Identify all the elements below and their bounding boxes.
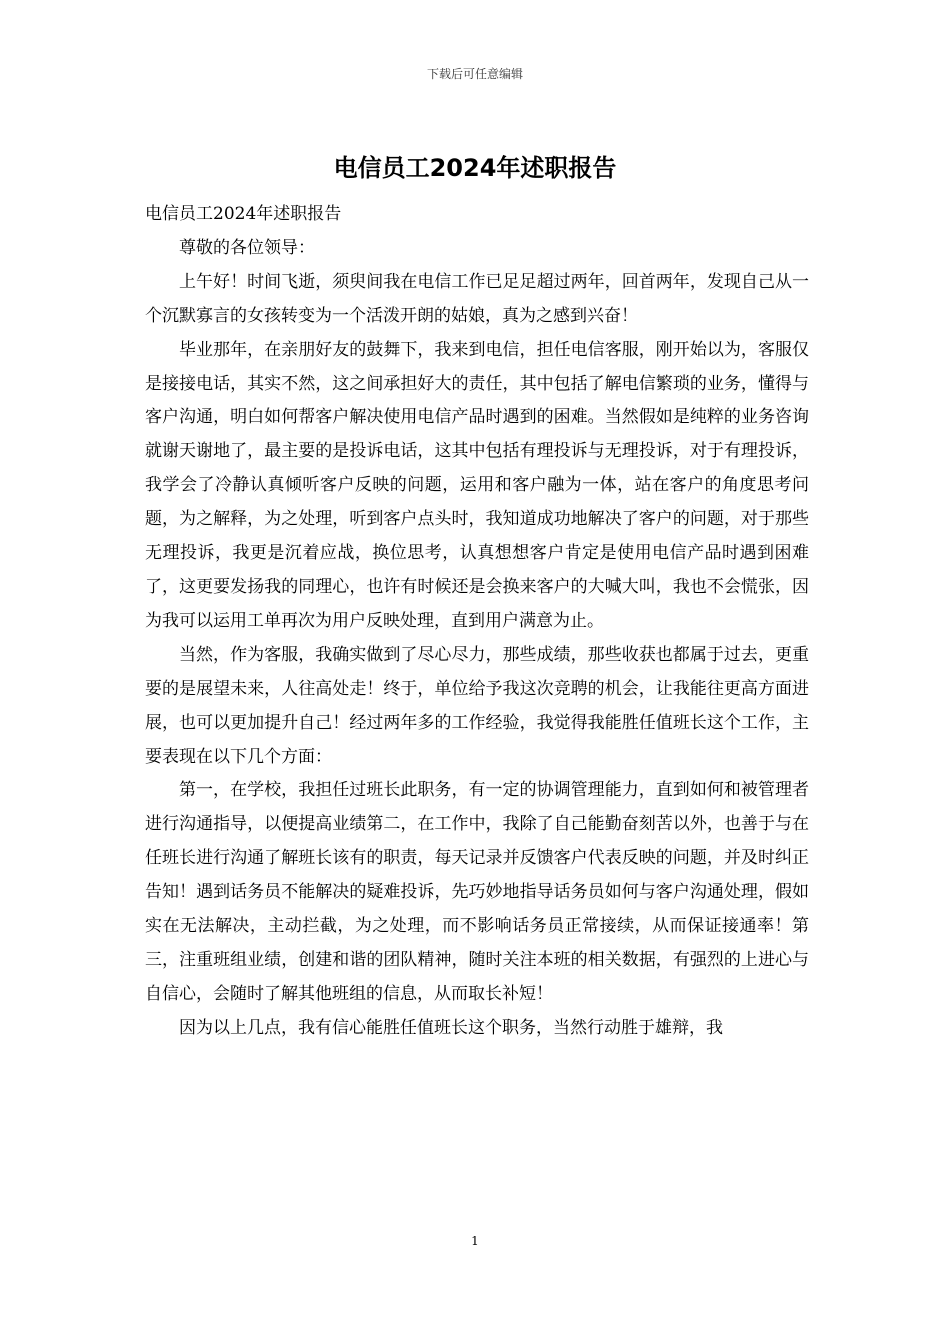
body-paragraph: 毕业那年，在亲朋好友的鼓舞下，我来到电信，担任电信客服，刚开始以为，客服仅是接接电话，其实不然，这之间承担好大的责任，其中包括了解电信繁琐的业务，懂得与客户沟通，明白如何帮客户解决使用电信产品时遇到的困难。当然假如是纯粹的业务咨询就谢天谢地了，最主要的是投诉电话，这其中包括有理投诉与无理投诉，对于有理投诉，我学会了冷静认真倾听客户反映的问题，运用和客户融为一体，站在客户的角度思考问题，为之解释，为之处理，听到客户点头时，我知道成功地解决了客户的问题，对于那些无理投诉，我更是沉着应战，换位思考，认真想想客户肯定是使用电信产品时遇到困难了，这更要发扬我的同理心，也许有时候还是会换来客户的大喊大叫，我也不会慌张，因为我可以运用工单再次为用户反映处理，直到用户满意为止。 (145, 339, 809, 631)
body-paragraph: 因为以上几点，我有信心能胜任值班长这个职务，当然行动胜于雄辩，我 (179, 1017, 723, 1038)
page-number: 1 (471, 1234, 479, 1248)
body-paragraph: 第一，在学校，我担任过班长此职务，有一定的协调管理能力，直到如何和被管理者进行沟通指导，以便提高业绩第二，在工作中，我除了自己能勤奋刻苦以外，也善于与在任班长进行沟通了解班长该有的职责，每天记录并反馈客户代表反映的问题，并及时纠正告知！遇到话务员不能解决的疑难投诉，先巧妙地指导话务员如何与客户沟通处理，假如实在无法解决，主动拦截，为之处理，而不影响话务员正常接续，从而保证接通率！第三，注重班组业绩，创建和谐的团队精神，随时关注本班的相关数据，有强烈的上进心与自信心，会随时了解其他班组的信息，从而取长补短！ (145, 780, 809, 1004)
salutation-paragraph: 尊敬的各位领导： (179, 237, 315, 258)
body-paragraph: 上午好！时间飞逝，须臾间我在电信工作已足足超过两年，回首两年，发现自己从一个沉默寡言的女孩转变为一个活泼开朗的姑娘，真为之感到兴奋！ (145, 271, 809, 326)
subtitle-line: 电信员工2024年述职报告 (145, 204, 342, 224)
document-title: 电信员工2024年述职报告 (333, 154, 617, 182)
page-header: 下载后可任意编辑 (426, 67, 523, 81)
body-paragraph: 当然，作为客服，我确实做到了尽心尽力，那些成绩，那些收获也都属于过去，更重要的是展望未来，人往高处走！终于，单位给予我这次竞聘的机会，让我能往更高方面进展，也可以更加提升自己！经过两年多的工作经验，我觉得我能胜任值班长这个工作，主要表现在以下几个方面： (145, 644, 809, 767)
document-body (145, 198, 809, 1046)
